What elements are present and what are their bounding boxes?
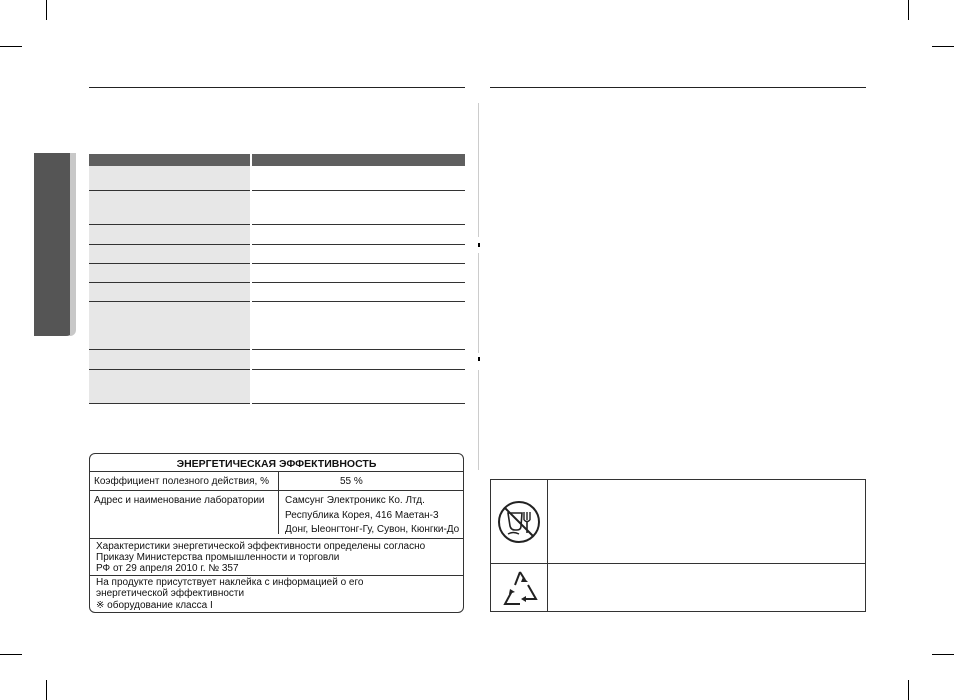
energy-label-divider bbox=[90, 538, 463, 539]
table-row bbox=[89, 349, 465, 369]
table-cell bbox=[89, 190, 251, 224]
symbols-box-row-divider bbox=[491, 563, 865, 564]
sticker-line: На продукте присутствует наклейка с информацией о его bbox=[96, 577, 364, 588]
crop-mark bbox=[908, 680, 909, 700]
column-divider-mark bbox=[478, 243, 480, 247]
table-row bbox=[89, 263, 465, 282]
table-cell bbox=[89, 349, 251, 369]
not-food-contact-icon bbox=[495, 498, 543, 551]
right-header-rule bbox=[490, 87, 866, 88]
table-cell bbox=[89, 166, 251, 190]
table-row bbox=[89, 166, 465, 190]
column-divider-mark bbox=[478, 357, 480, 361]
left-header-rule bbox=[89, 87, 465, 88]
efficiency-label: Коэффициент полезного действия, % bbox=[94, 476, 269, 487]
table-cell bbox=[251, 282, 465, 301]
table-row bbox=[89, 282, 465, 301]
regulation-line: Характеристики энергетической эффективности определены согласно bbox=[96, 541, 426, 552]
table-cell bbox=[251, 263, 465, 282]
column-divider bbox=[478, 103, 479, 237]
table-cell bbox=[251, 301, 465, 349]
table-cell bbox=[89, 369, 251, 403]
column-divider bbox=[478, 253, 479, 353]
sticker-line: энергетической эффективности bbox=[96, 588, 245, 599]
recycle-triangle-icon bbox=[499, 568, 541, 613]
crop-mark bbox=[0, 46, 22, 47]
energy-label-divider bbox=[90, 490, 463, 491]
energy-label-divider bbox=[90, 471, 463, 472]
table-cell bbox=[89, 244, 251, 263]
table-row bbox=[89, 301, 465, 349]
lab-address-line: Республика Корея, 416 Маетан-3 bbox=[285, 510, 439, 521]
table-header-row bbox=[89, 154, 465, 166]
table-cell bbox=[89, 301, 251, 349]
table-cell bbox=[251, 369, 465, 403]
table-header-cell bbox=[251, 154, 465, 166]
class-note: ※ оборудование класса I bbox=[96, 600, 213, 611]
table-cell bbox=[89, 282, 251, 301]
crop-mark bbox=[46, 0, 47, 20]
energy-efficiency-label bbox=[89, 453, 464, 613]
crop-mark bbox=[932, 46, 954, 47]
regulation-line: Приказу Министерства промышленности и торговли bbox=[96, 552, 340, 563]
symbols-box bbox=[490, 479, 866, 612]
table-cell bbox=[251, 166, 465, 190]
column-divider bbox=[478, 370, 479, 470]
table-row bbox=[89, 190, 465, 224]
table-cell bbox=[251, 244, 465, 263]
table-header-cell bbox=[89, 154, 251, 166]
table-cell bbox=[251, 224, 465, 244]
energy-label-title: ЭНЕРГЕТИЧЕСКАЯ ЭФФЕКТИВНОСТЬ bbox=[176, 458, 377, 470]
crop-mark bbox=[0, 654, 22, 655]
lab-address-line: Донг, Ыеонгтонг-Гу, Сувон, Кюнгки-До bbox=[285, 524, 460, 535]
regulation-line: РФ от 29 апреля 2010 г. № 357 bbox=[96, 563, 239, 574]
symbols-box-divider bbox=[547, 480, 548, 611]
table-cell bbox=[89, 263, 251, 282]
table-cell bbox=[89, 224, 251, 244]
table-cell bbox=[251, 349, 465, 369]
table-cell bbox=[251, 190, 465, 224]
table-row bbox=[89, 224, 465, 244]
table-row bbox=[89, 244, 465, 263]
energy-label-column-divider bbox=[278, 471, 279, 534]
crop-mark bbox=[46, 680, 47, 700]
lab-address-line: Самсунг Электроникс Ко. Лтд. bbox=[285, 495, 425, 506]
crop-mark bbox=[932, 654, 954, 655]
specification-table bbox=[89, 154, 465, 404]
table-row bbox=[89, 369, 465, 403]
crop-mark bbox=[908, 0, 909, 20]
efficiency-value: 55 % bbox=[340, 476, 363, 487]
lab-label: Адрес и наименование лаборатории bbox=[94, 495, 265, 506]
side-section-tab bbox=[34, 153, 76, 336]
